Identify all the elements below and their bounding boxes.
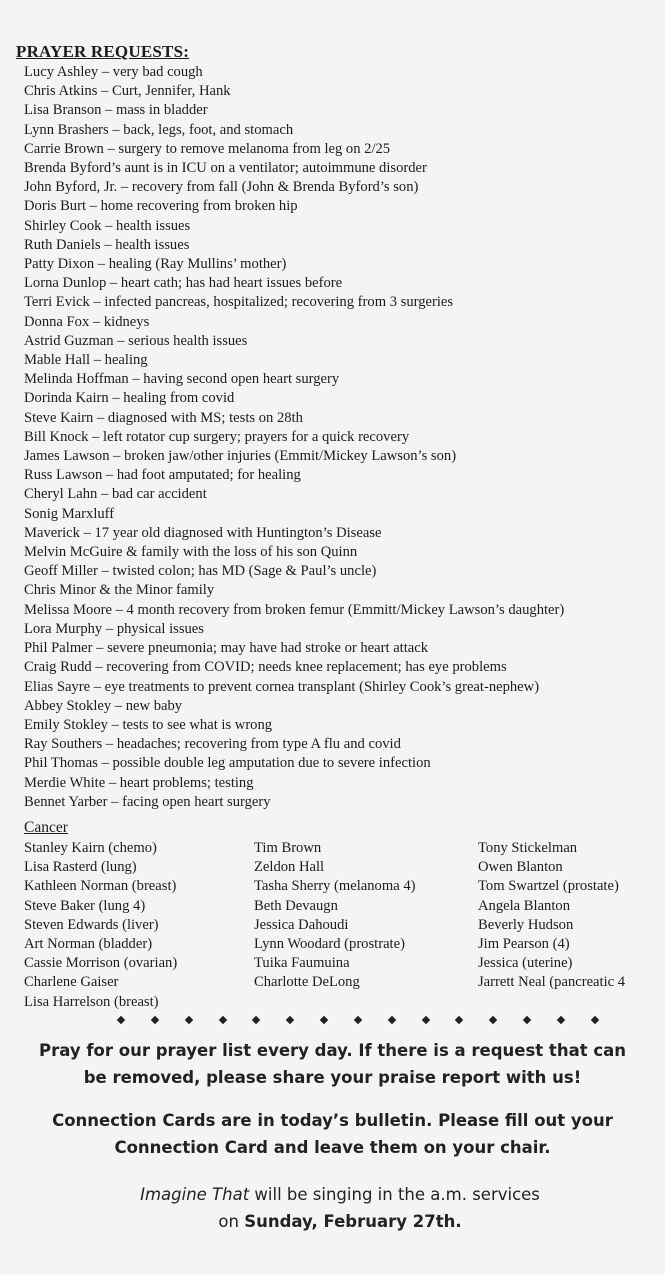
prayer-request-item: Geoff Miller – twisted colon; has MD (Sage & Paul’s uncle) [24,563,377,580]
diamond-bullet [557,1016,565,1024]
singing-date-line [10,1208,665,1235]
prayer-notice [10,1037,655,1091]
prayer-request-item: Emily Stokley – tests to see what is wrong [24,716,273,733]
cancer-list-item: Charlotte DeLong [254,974,360,991]
diamond-divider [118,1013,598,1027]
diamond-bullet [320,1016,328,1024]
cancer-list-item: Kathleen Norman (breast) [24,878,177,895]
singing-group-name: Imagine That [140,1185,250,1204]
connection-card-line-2: Connection Card and leave them on your chair. [114,1138,551,1157]
diamond-bullet [455,1016,463,1024]
prayer-request-item: Chris Atkins – Curt, Jennifer, Hank [24,83,231,100]
diamond-bullet [184,1016,192,1024]
cancer-list-item: Beverly Hudson [478,916,574,933]
prayer-request-item: Elias Sayre – eye treatments to prevent cornea transplant (Shirley Cook’s great-nephew) [24,678,540,695]
cancer-list-item: Tony Stickelman [478,840,578,856]
prayer-request-item: Melissa Moore – 4 month recovery from broken femur (Emmitt/Mickey Lawson’s daughter) [24,601,565,618]
cancer-list-item: Cassie Morrison (ovarian) [24,955,178,972]
prayer-request-item: Phil Thomas – possible double leg amputation due to severe infection [24,755,431,772]
prayer-request-item: Craig Rudd – recovering from COVID; needs knee replacement; has eye problems [24,659,507,676]
prayer-request-item: Lorna Dunlop – heart cath; has had heart issues before [24,275,343,292]
singing-announcement-text: will be singing in the a.m. services [249,1185,540,1204]
prayer-request-item: Patty Dixon – healing (Ray Mullins’ mother) [24,256,287,273]
cancer-list-item: Zeldon Hall [254,859,325,876]
diamond-bullet [151,1016,159,1024]
prayer-request-item: Russ Lawson – had foot amputated; for healing [24,467,301,484]
prayer-request-item: Phil Palmer – severe pneumonia; may have had stroke or heart attack [24,640,429,657]
cancer-list-item: Tim Brown [254,840,322,856]
prayer-request-item: Ray Southers – headaches; recovering from type A flu and covid [24,736,401,753]
prayer-request-item: Melinda Hoffman – having second open heart surgery [24,371,340,388]
cancer-list-item: Charlene Gaiser [24,974,119,991]
cancer-list-item: Tuika Faumuina [254,955,350,972]
prayer-request-item: Brenda Byford’s aunt is in ICU on a ventilator; autoimmune disorder [24,160,427,177]
prayer-request-item: Merdie White – heart problems; testing [24,774,254,791]
cancer-list-item: Lisa Harrelson (breast) [24,993,159,1010]
prayer-notice-line-2: be removed, please share your praise report with us! [83,1068,582,1087]
cancer-list-item: Jim Pearson (4) [478,936,570,953]
prayer-request-item: Shirley Cook – health issues [24,217,191,234]
connection-card-line-1: Connection Cards are in today’s bulletin. Please fill out your [52,1111,613,1130]
cancer-list-item: Jarrett Neal (pancreatic 4 [478,974,626,991]
prayer-request-item: Lisa Branson – mass in bladder [24,102,208,119]
cancer-list-item: Tasha Sherry (melanoma 4) [254,878,416,895]
connection-card-notice [10,1107,655,1161]
diamond-bullet [218,1016,226,1024]
cancer-list-item: Jessica Dahoudi [254,916,349,933]
diamond-bullet [117,1016,125,1024]
prayer-request-item: Astrid Guzman – serious health issues [24,332,248,349]
cancer-list-item: Angela Blanton [478,897,571,914]
cancer-list-item: Jessica (uterine) [478,955,573,972]
diamond-bullet [523,1016,531,1024]
cancer-list-column-3 [478,839,625,993]
prayer-notice-line-1: Pray for our prayer list every day. If there is a request that can [39,1041,626,1060]
prayer-request-item: Bill Knock – left rotator cup surgery; prayers for a quick recovery [24,428,410,445]
diamond-bullet [489,1016,497,1024]
prayer-request-item: Maverick – 17 year old diagnosed with Huntington’s Disease [24,524,382,541]
singing-announcement [10,1181,665,1208]
singing-date: Sunday, February 27th. [244,1212,462,1231]
prayer-request-item: Abbey Stokley – new baby [24,697,183,714]
diamond-bullet [252,1016,260,1024]
cancer-list-item: Lynn Woodard (prostrate) [254,936,405,953]
prayer-request-item: Doris Burt – home recovering from broken hip [24,198,298,215]
cancer-list-item: Stanley Kairn (chemo) [24,840,157,856]
diamond-bullet [354,1016,362,1024]
prayer-request-list [24,63,564,812]
cancer-list-item: Owen Blanton [478,859,563,876]
prayer-request-item: Chris Minor & the Minor family [24,582,215,599]
prayer-request-item: Cheryl Lahn – bad car accident [24,486,207,503]
prayer-request-item: Dorinda Kairn – healing from covid [24,390,235,407]
prayer-request-item: Lora Murphy – physical issues [24,620,204,637]
diamond-bullet [421,1016,429,1024]
prayer-request-item: Steve Kairn – diagnosed with MS; tests on 28th [24,409,303,426]
diamond-bullet [286,1016,294,1024]
prayer-request-item: Ruth Daniels – health issues [24,236,190,253]
prayer-request-item: James Lawson – broken jaw/other injuries (Emmit/Mickey Lawson’s son) [24,448,457,465]
cancer-list-item: Beth Devaugn [254,897,338,914]
prayer-request-item: Melvin McGuire & family with the loss of his son Quinn [24,544,358,561]
prayer-requests-heading: PRAYER REQUESTS: [16,42,190,61]
diamond-bullet [591,1016,599,1024]
prayer-request-item: Bennet Yarber – facing open heart surgery [24,793,271,810]
cancer-list-column-1 [24,839,177,1012]
prayer-request-item: Terri Evick – infected pancreas, hospitalized; recovering from 3 surgeries [24,294,454,311]
cancer-list-item: Lisa Rasterd (lung) [24,859,137,876]
prayer-request-item: Mable Hall – healing [24,352,148,369]
prayer-request-item: Lynn Brashers – back, legs, foot, and stomach [24,121,294,138]
cancer-heading: Cancer [24,819,68,836]
cancer-list-item: Steven Edwards (liver) [24,916,159,933]
diamond-bullet [388,1016,396,1024]
cancer-list-item: Tom Swartzel (prostate) [478,878,619,895]
prayer-request-item: Carrie Brown – surgery to remove melanoma from leg on 2/25 [24,140,391,157]
singing-date-prefix: on [218,1212,245,1231]
prayer-request-item: John Byford, Jr. – recovery from fall (John & Brenda Byford’s son) [24,179,419,196]
cancer-list-item: Steve Baker (lung 4) [24,897,146,914]
prayer-request-item: Lucy Ashley – very bad cough [24,64,203,80]
prayer-request-item: Sonig Marxluff [24,505,115,522]
cancer-list-item: Art Norman (bladder) [24,936,153,953]
prayer-request-item: Donna Fox – kidneys [24,313,150,330]
cancer-list-column-2 [254,839,415,993]
